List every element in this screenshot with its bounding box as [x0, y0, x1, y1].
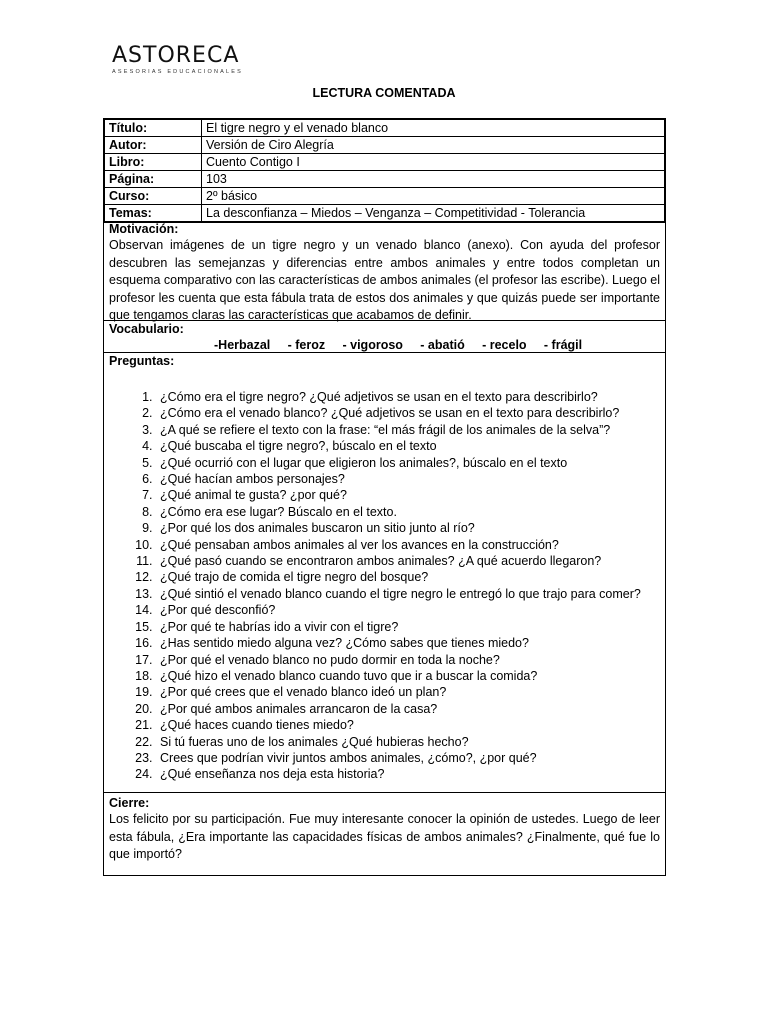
vocabulary-section — [103, 320, 666, 353]
vocabulary-heading: Vocabulario: — [109, 322, 184, 336]
question-item: 17. ¿Por qué el venado blanco no pudo dormir en toda la noche? — [156, 652, 665, 668]
vocabulary-words: -Herbazal - feroz - vigoroso - abatió - recelo - frágil — [214, 338, 583, 352]
question-item: 23. Crees que podrían vivir juntos ambos animales, ¿cómo?, ¿por qué? — [156, 750, 665, 766]
logo-subtitle: ASESORIAS EDUCACIONALES — [112, 69, 243, 75]
question-item: 15. ¿Por qué te habrías ido a vivir con el tigre? — [156, 619, 665, 635]
metadata-table — [104, 119, 665, 222]
metadata-table-container — [103, 118, 666, 223]
metadata-row — [105, 205, 665, 222]
question-item: 22. Si tú fueras uno de los animales ¿Qué hubieras hecho? — [156, 734, 665, 750]
questions-list — [104, 389, 665, 783]
metadata-value: Versión de Ciro Alegría — [202, 137, 665, 154]
questions-section — [103, 352, 666, 793]
closing-heading: Cierre: — [109, 796, 150, 810]
question-item: 8. ¿Cómo era ese lugar? Búscalo en el texto. — [156, 504, 665, 520]
metadata-value: 2º básico — [202, 188, 665, 205]
motivation-section — [103, 221, 666, 321]
metadata-row — [105, 171, 665, 188]
document-title: LECTURA COMENTADA — [312, 86, 456, 100]
motivation-heading: Motivación: — [109, 222, 179, 236]
question-item: 6. ¿Qué hacían ambos personajes? — [156, 471, 665, 487]
metadata-label: Temas: — [105, 205, 202, 222]
question-item: 3. ¿A qué se refiere el texto con la frase: “el más frágil de los animales de la selva”? — [156, 422, 665, 438]
question-item: 1. ¿Cómo era el tigre negro? ¿Qué adjetivos se usan en el texto para describirlo? — [156, 389, 665, 405]
question-item: 19. ¿Por qué crees que el venado blanco ideó un plan? — [156, 684, 665, 700]
metadata-label: Curso: — [105, 188, 202, 205]
closing-section — [103, 792, 666, 876]
question-item: 10. ¿Qué pensaban ambos animales al ver los avances en la construcción? — [156, 537, 665, 553]
closing-text: Los felicito por su participación. Fue muy interesante conocer la opinión de ustedes. Luego de leer esta fábula, ¿Era importante las capacidades físicas de ambos animales? ¿Finalmente, qué fue lo que importó? — [109, 812, 660, 861]
question-item: 18. ¿Qué hizo el venado blanco cuando tuvo que ir a buscar la comida? — [156, 668, 665, 684]
question-item: 13. ¿Qué sintió el venado blanco cuando el tigre negro le entregó lo que trajo para comer? — [156, 586, 665, 602]
question-item: 11. ¿Qué pasó cuando se encontraron ambos animales? ¿A qué acuerdo llegaron? — [156, 553, 665, 569]
metadata-label: Página: — [105, 171, 202, 188]
metadata-row — [105, 188, 665, 205]
question-item: 5. ¿Qué ocurrió con el lugar que eligieron los animales?, búscalo en el texto — [156, 455, 665, 471]
metadata-value: Cuento Contigo I — [202, 154, 665, 171]
company-logo — [112, 44, 242, 78]
question-item: 24. ¿Qué enseñanza nos deja esta historia? — [156, 766, 665, 782]
metadata-label: Libro: — [105, 154, 202, 171]
metadata-value: 103 — [202, 171, 665, 188]
question-item: 20. ¿Por qué ambos animales arrancaron de la casa? — [156, 701, 665, 717]
metadata-value: El tigre negro y el venado blanco — [202, 120, 665, 137]
question-item: 9. ¿Por qué los dos animales buscaron un sitio junto al río? — [156, 520, 665, 536]
metadata-row — [105, 154, 665, 171]
question-item: 2. ¿Cómo era el venado blanco? ¿Qué adjetivos se usan en el texto para describirlo? — [156, 405, 665, 421]
metadata-row — [105, 120, 665, 137]
motivation-text: Observan imágenes de un tigre negro y un venado blanco (anexo). Con ayuda del profesor descubren las semejanzas y diferencias entre ambos animales y entre todos completan un esquema comparativo con las características de ambos animales (el profesor las escribe). Luego el profesor les cuenta que esta fábula trata de estos dos animales y que quizás puede ser importante que tengamos claras las características que acabamos de definir. — [109, 238, 660, 322]
metadata-value: La desconfianza – Miedos – Venganza – Competitividad - Tolerancia — [202, 205, 665, 222]
metadata-row — [105, 137, 665, 154]
question-item: 21. ¿Qué haces cuando tienes miedo? — [156, 717, 665, 733]
question-item: 4. ¿Qué buscaba el tigre negro?, búscalo en el texto — [156, 438, 665, 454]
questions-heading: Preguntas: — [109, 354, 175, 368]
question-item: 7. ¿Qué animal te gusta? ¿por qué? — [156, 487, 665, 503]
question-item: 12. ¿Qué trajo de comida el tigre negro del bosque? — [156, 569, 665, 585]
metadata-label: Autor: — [105, 137, 202, 154]
question-item: 16. ¿Has sentido miedo alguna vez? ¿Cómo sabes que tienes miedo? — [156, 635, 665, 651]
metadata-label: Título: — [105, 120, 202, 137]
logo-text: ASTORECA — [112, 43, 240, 68]
question-item: 14. ¿Por qué desconfió? — [156, 602, 665, 618]
